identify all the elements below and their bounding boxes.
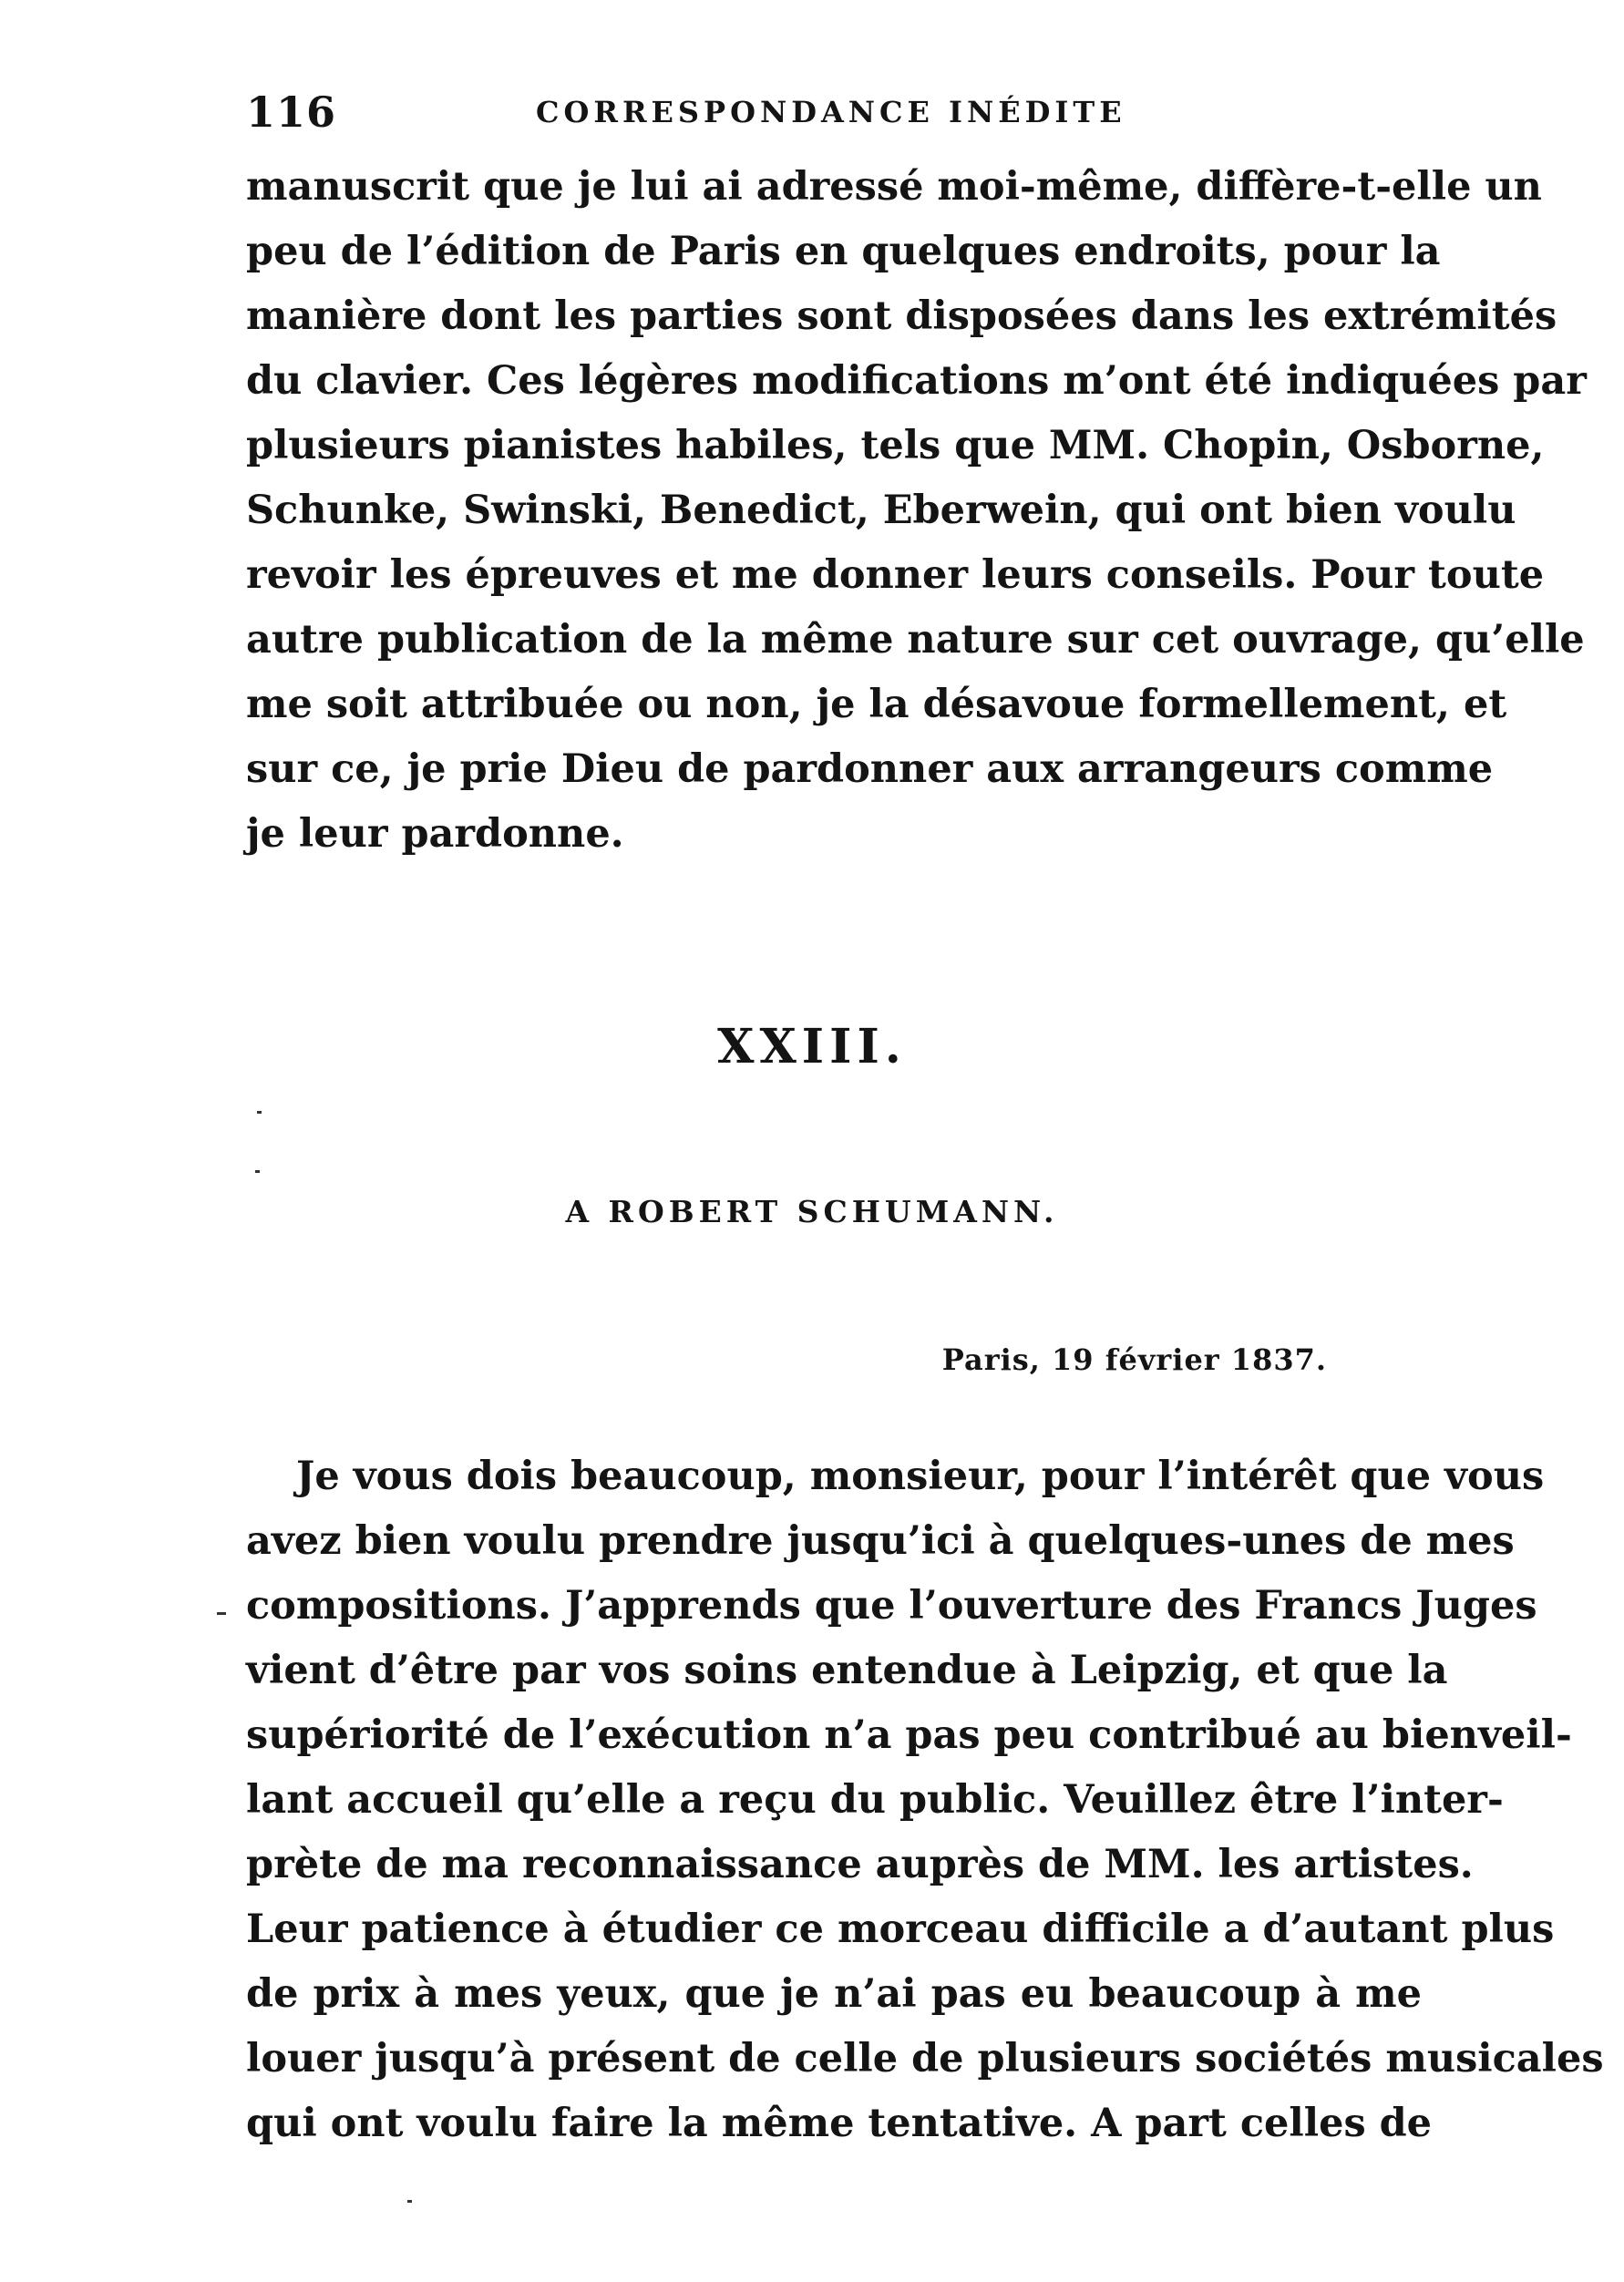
text-line: supériorité de l’exécution n’a pas peu contribué au bienveil- [246,1712,1572,1758]
running-title: CORRESPONDANCE INÉDITE [536,95,1126,129]
print-speck [217,1612,226,1615]
text-line: Je vous dois beaucoup, monsieur, pour l’intérêt que vous [296,1454,1545,1499]
print-speck [255,1170,260,1173]
letter-dateline: Paris, 19 février 1837. [941,1342,1327,1377]
text-line: prète de ma reconnaissance auprès de MM. les artistes. [246,1842,1474,1887]
letter-body [246,1444,1604,2156]
text-line: avez bien voulu prendre jusqu’ici à quelques-unes de mes [246,1518,1515,1564]
text-line: vient d’être par vos soins entendue à Leipzig, et que la [246,1648,1448,1693]
text-line: sur ce, je prie Dieu de pardonner aux arrangeurs comme [246,746,1494,792]
text-line: je leur pardonne. [246,811,624,857]
text-line: lant accueil qu’elle a reçu du public. Veuillez être l’inter- [246,1777,1504,1823]
text-line: Leur patience à étudier ce morceau difficile a d’autant plus [246,1907,1555,1952]
text-line: compositions. J’apprends que l’ouverture des Francs Juges [246,1583,1537,1629]
text-line: peu de l’édition de Paris en quelques endroits, pour la [246,229,1441,274]
page-number: 116 [246,87,337,137]
text-line: plusieurs pianistes habiles, tels que MM. Chopin, Osborne, [246,423,1545,468]
letter-addressee: A ROBERT SCHUMANN. [565,1194,1059,1229]
print-speck [257,1111,262,1114]
running-header [246,87,1157,142]
text-line: revoir les épreuves et me donner leurs conseils. Pour toute [246,552,1545,598]
print-speck [407,2200,412,2203]
text-line: Schunke, Swinski, Benedict, Eberwein, qui ont bien voulu [246,488,1516,533]
text-line: louer jusqu’à présent de celle de plusieurs sociétés musicales [246,2036,1604,2082]
text-line: du clavier. Ces légères modifications m’ont été indiquées par [246,358,1587,404]
paragraph-continuation [246,155,1587,867]
text-line: me soit attribuée ou non, je la désavoue formellement, et [246,682,1507,727]
text-line: qui ont voulu faire la même tentative. A part celles de [246,2101,1433,2146]
text-line: autre publication de la même nature sur cet ouvrage, qu’elle [246,617,1585,663]
text-line: manière dont les parties sont disposées dans les extrémités [246,293,1557,339]
text-line: de prix à mes yeux, que je n’ai pas eu beaucoup à me [246,1971,1422,2017]
text-line: manuscrit que je lui ai adressé moi-même, diffère-t-elle un [246,164,1542,210]
letter-number: XXIII. [717,1019,907,1074]
